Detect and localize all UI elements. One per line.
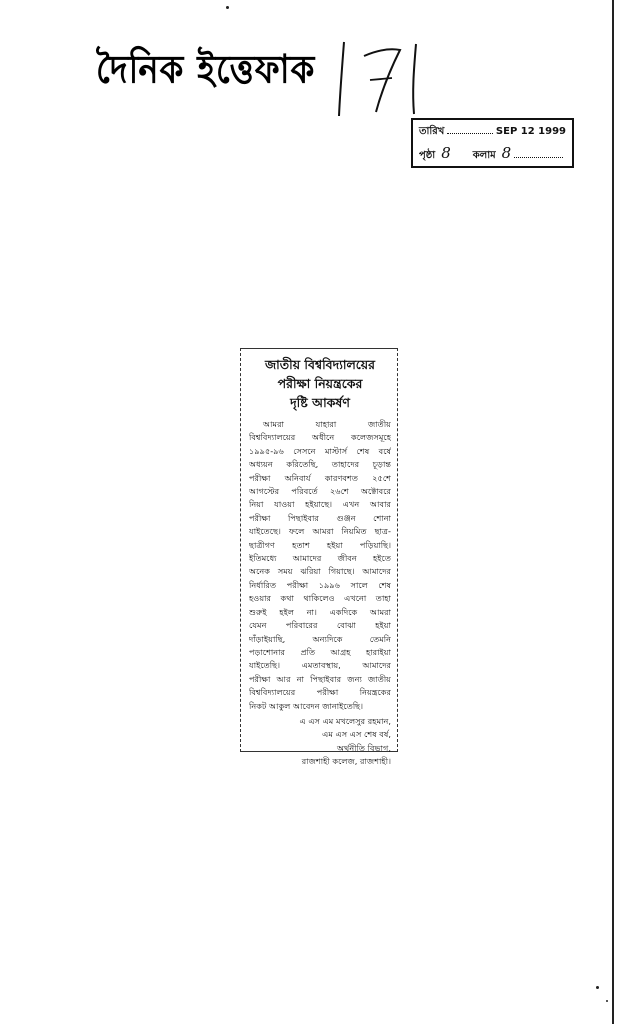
body-line: আমরা যাহারা জাতীয় [263, 419, 391, 429]
body-line: অনেক সময় ঝরিয়া গিয়াছে। আমাদের [249, 566, 391, 577]
body-line: নিয়া যাওয়া হইয়াছে। এখন আবার [249, 499, 391, 510]
clipping-signature [249, 715, 391, 769]
clipping-body [249, 418, 391, 713]
scan-speck [606, 1000, 608, 1002]
stamp-page-label: পৃষ্ঠা [419, 150, 436, 161]
body-line: পরীক্ষা অনিবার্য কারণবশত ২৫শে [249, 472, 391, 483]
body-line: পড়াশোনার প্রতি আগ্রহ হারাইয়া [249, 646, 391, 657]
headline-line: পরীক্ষা নিয়ন্ত্রকের [277, 376, 363, 391]
scan-speck [226, 6, 229, 9]
stamp-page-value: 8 [441, 144, 451, 162]
body-line: নিকট আকুল আবেদন জানাইতেছি। [249, 700, 364, 711]
signature-line: রাজশাহী কলেজ, রাজশাহী। [301, 756, 391, 767]
stamp-date-row [419, 124, 566, 144]
handwritten-number [330, 38, 440, 118]
body-line: ১৯৯৫-৯৬ সেসনে মাস্টার্স শেষ বর্ষে [249, 445, 391, 456]
body-line: ছাত্রীগণ হতাশ হইয়া পড়িয়াছি। [249, 539, 391, 550]
stamp-date-value: SEP 12 1999 [495, 126, 566, 137]
body-line: দাঁড়াইয়াছি, অন্যদিকে তেমনি [249, 633, 391, 644]
body-line: শুরুই হইল না। একদিকে আমরা [249, 606, 391, 617]
stamp-dots [447, 125, 493, 134]
body-line: নির্ধারিত পরীক্ষা ১৯৯৬ সালে শেষ [249, 579, 391, 590]
signature-line: এম এস এস শেষ বর্ষ, [322, 729, 391, 740]
body-line: হওয়ার কথা থাকিলেও এখনো তাহা [249, 593, 391, 604]
clipping-headline [249, 355, 391, 412]
headline-line: দৃষ্টি আকর্ষণ [290, 395, 350, 410]
stamp-page-row [419, 144, 566, 164]
body-line: বিশ্ববিদ্যালয়ের অধীনে কলেজসমূহে [249, 432, 391, 443]
stamp-dots [514, 149, 563, 158]
body-line: অধ্যয়ন করিতেছি, তাহাদের চূড়ান্ত [249, 459, 391, 470]
stamp-date-label: তারিখ [419, 126, 445, 137]
body-line: পরীক্ষা পিছাইবার গুঞ্জন শোনা [249, 512, 391, 523]
body-line: যাইতেছে। ফলে আমরা নিয়মিত ছাত্র- [249, 526, 391, 537]
date-stamp [411, 118, 574, 168]
signature-line: এ এস এম মখলেসুর রহমান, [299, 715, 391, 726]
body-line: যাইতেছি। এমতাবস্থায়, আমাদের [249, 660, 391, 671]
body-line: ইতিমধ্যে আমাদের জীবন হইতে [249, 553, 391, 564]
newspaper-masthead: দৈনিক ইত্তেফাক [96, 46, 316, 93]
signature-line: অর্থনীতি বিভাগ, [336, 742, 391, 753]
newspaper-clipping [240, 348, 398, 767]
body-line: বিশ্ববিদ্যালয়ের পরীক্ষা নিয়ন্ত্রকের [249, 687, 391, 698]
body-line: পরীক্ষা আর না পিছাইবার জন্য জাতীয় [249, 673, 391, 684]
page-edge [612, 0, 614, 1024]
scan-speck [596, 986, 599, 989]
handwritten-number-strokes [330, 38, 440, 118]
body-line: যেমন পরিবারের বোঝা হইয়া [249, 620, 391, 631]
headline-line: জাতীয় বিশ্ববিদ্যালয়ের [264, 357, 376, 372]
stamp-column-value: 8 [501, 144, 512, 162]
body-line: আগস্টের পরিবর্তে ২৬শে অক্টোবরে [249, 486, 391, 497]
stamp-column-label: কলাম [472, 150, 496, 161]
